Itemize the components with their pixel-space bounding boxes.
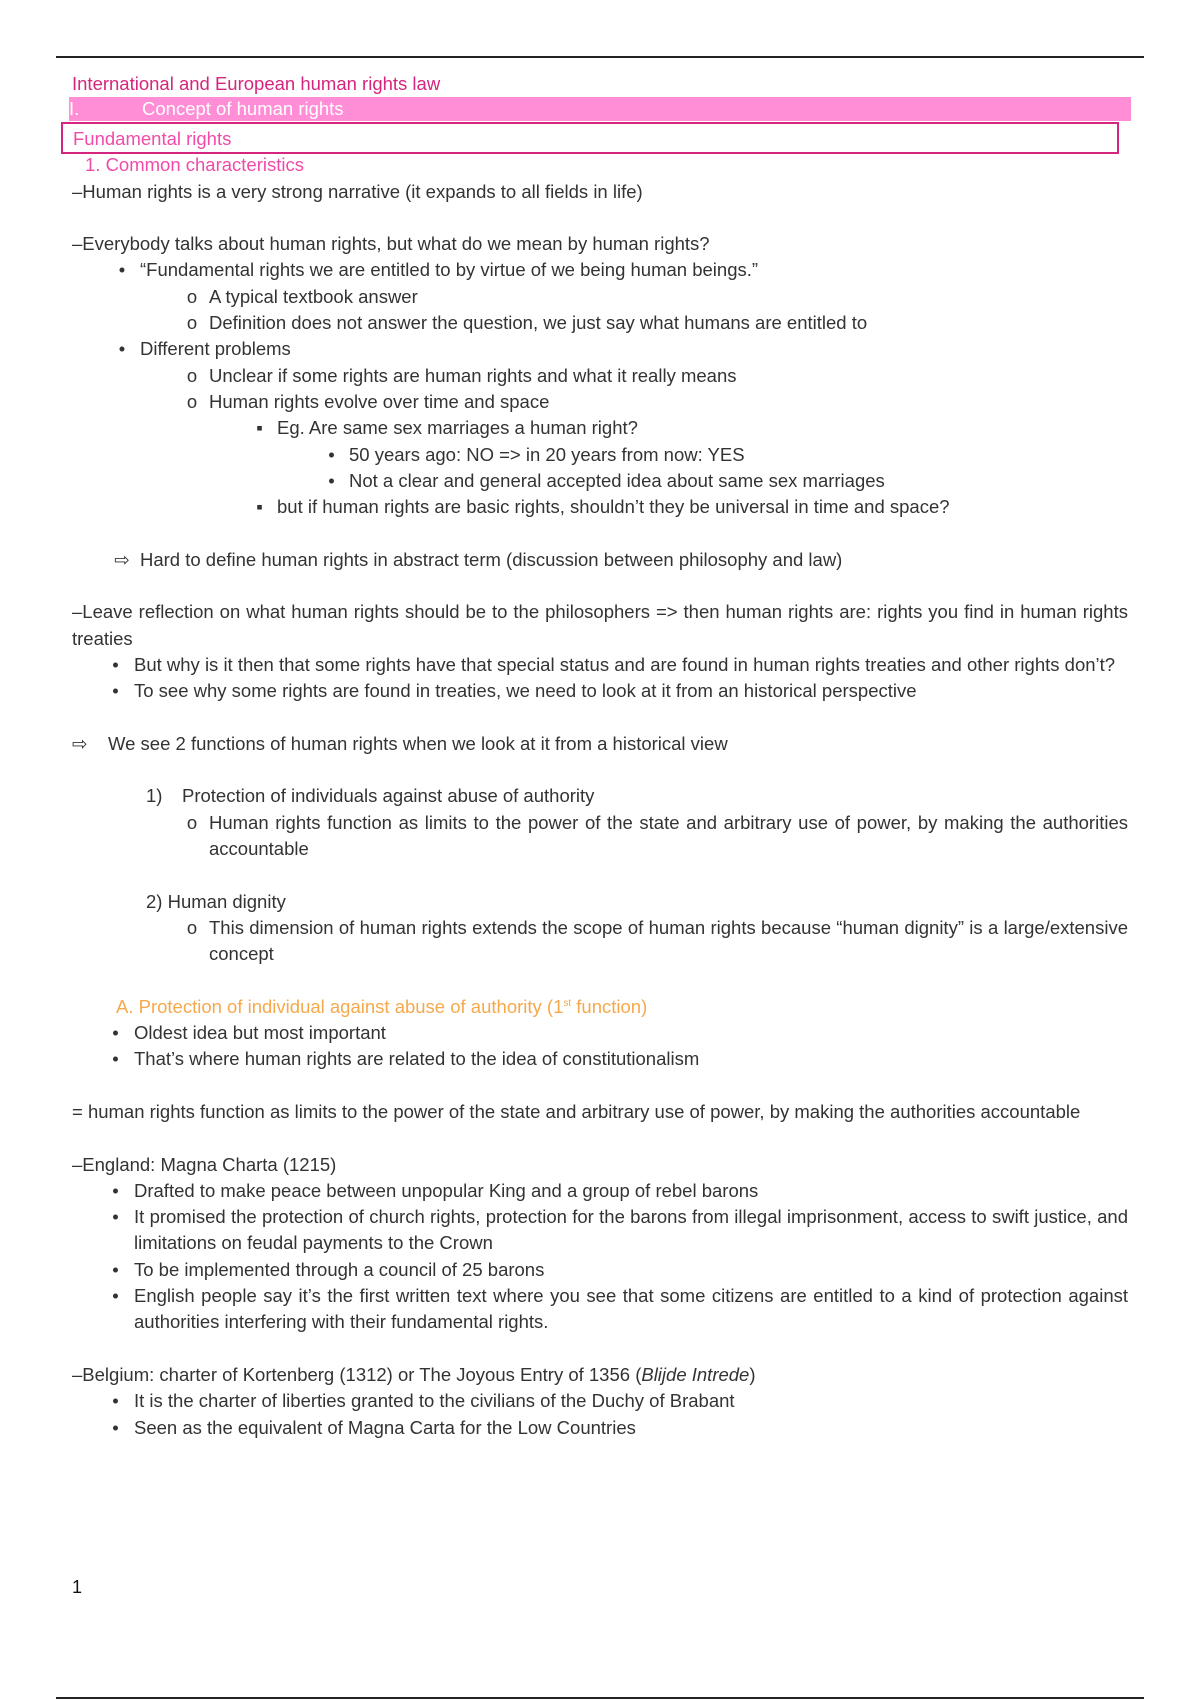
heading-a-superscript: st [563, 997, 572, 1009]
blank-line [72, 1125, 1128, 1151]
blank-line [72, 573, 1128, 599]
list-item-text: Unclear if some rights are human rights and what it really means [209, 364, 737, 386]
circle-marker: o [186, 390, 198, 412]
list-item-text: but if human rights are basic rights, shouldn’t they be universal in time and space? [277, 496, 950, 518]
heading-a-end: function) [571, 995, 648, 1017]
arrow-icon: ⇨ [114, 548, 130, 570]
list-item [72, 1178, 1128, 1204]
bullet-marker: • [112, 1258, 119, 1280]
list-item [72, 1257, 1128, 1283]
list-item-text: Human rights evolve over time and space [209, 390, 550, 412]
bullet-marker: • [118, 338, 126, 360]
list-item [72, 284, 1128, 310]
function-item [72, 783, 1128, 809]
paragraph: = human rights function as limits to the power of the state and arbitrary use of power, by making the authorities accountable [72, 1100, 1081, 1122]
bullet-marker: • [112, 1206, 119, 1228]
list-item-text: This dimension of human rights extends the scope of human rights because “human dignity” is a large/extensive concept [209, 916, 1128, 965]
list-item [72, 810, 1128, 863]
heading-a-text: A. Protection of individual against abuse of authority (1 [116, 995, 564, 1017]
bullet-marker: • [118, 259, 126, 281]
list-item [72, 494, 1128, 520]
list-item [72, 1415, 1128, 1441]
italic-term: Blijde Intrede [641, 1363, 750, 1385]
list-item-text: But why is it then that some rights have that special status and are found in human rights treaties and other rights don’t? [134, 653, 1116, 675]
arrow-item-text: Hard to define human rights in abstract term (discussion between philosophy and law) [140, 548, 843, 570]
list-item-text: It is the charter of liberties granted to the civilians of the Duchy of Brabant [134, 1390, 735, 1412]
list-item-text: Drafted to make peace between unpopular King and a group of rebel barons [134, 1179, 759, 1201]
circle-marker: o [186, 811, 198, 833]
top-rule [56, 56, 1144, 58]
list-item [72, 389, 1128, 415]
blank-line [72, 705, 1128, 731]
blank-line [72, 1073, 1128, 1099]
list-item-text: Oldest idea but most important [134, 1022, 386, 1044]
list-item [72, 915, 1128, 968]
heading-a [72, 994, 1128, 1020]
circle-marker: o [186, 916, 198, 938]
section-band [69, 97, 1131, 121]
blank-line [72, 1336, 1128, 1362]
blank-line [72, 862, 1128, 888]
list-item-text: That’s where human rights are related to the idea of constitutionalism [134, 1048, 700, 1070]
paragraph: –England: Magna Charta (1215) [72, 1153, 337, 1175]
list-item [72, 336, 1128, 362]
list-item-text: 50 years ago: NO => in 20 years from now: YES [349, 443, 745, 465]
bottom-rule [56, 1697, 1144, 1699]
list-item [72, 363, 1128, 389]
arrow-item-text: We see 2 functions of human rights when we look at it from a historical view [108, 732, 728, 754]
document-title: International and European human rights law [72, 73, 441, 94]
list-item [72, 310, 1128, 336]
paragraph [72, 1362, 1128, 1388]
section-title: Concept of human rights [142, 98, 344, 120]
list-item-text: Eg. Are same sex marriages a human right? [277, 417, 638, 439]
blank-line [72, 520, 1128, 546]
bullet-marker: • [112, 1416, 119, 1438]
bullet-marker: • [112, 1179, 119, 1201]
arrow-item [72, 731, 1128, 757]
function-number: 1) [146, 785, 163, 807]
bullet-marker: • [112, 1048, 119, 1070]
bullet-marker: • [112, 1022, 119, 1044]
list-item [72, 1283, 1128, 1336]
list-item-text: “Fundamental rights we are entitled to by virtue of we being human beings.” [140, 259, 759, 281]
circle-marker: o [186, 312, 198, 334]
list-item-text: It promised the protection of church rights, protection for the barons from illegal imprisonment, access to swift justice, and limitations on feudal payments to the Crown [134, 1206, 1128, 1254]
paragraph: –Leave reflection on what human rights should be to the philosophers => then human rights are: rights you find in human rights treaties [72, 601, 1128, 649]
function-title: 2) Human dignity [146, 890, 286, 912]
list-item-text: Different problems [140, 338, 291, 360]
blank-line [72, 205, 1128, 231]
paragraph: –Everybody talks about human rights, but what do we mean by human rights? [72, 233, 710, 255]
circle-marker: o [186, 364, 198, 386]
function-title: Protection of individuals against abuse of authority [182, 785, 595, 807]
list-item [72, 415, 1128, 441]
list-item [72, 678, 1128, 704]
page-number: 1 [72, 1577, 83, 1597]
bullet-marker: • [112, 1285, 119, 1307]
bullet-marker: • [112, 653, 119, 675]
bullet-marker: • [328, 443, 335, 465]
list-item [72, 1388, 1128, 1414]
bullet-marker: • [328, 469, 335, 491]
list-item-text: Not a clear and general accepted idea about same sex marriages [349, 469, 885, 491]
list-item [72, 1020, 1128, 1046]
paragraph-text: –Belgium: charter of Kortenberg (1312) or The Joyous Entry of 1356 ( [72, 1363, 642, 1385]
paragraph-text-end: ) [749, 1363, 756, 1385]
list-item [72, 257, 1128, 283]
list-item-text: Definition does not answer the question, we just say what humans are entitled to [209, 312, 868, 334]
arrow-item [72, 547, 1128, 573]
arrow-icon: ⇨ [72, 732, 88, 754]
blank-line [72, 968, 1128, 994]
list-item-text: A typical textbook answer [209, 285, 418, 307]
list-item [72, 468, 1128, 494]
square-marker: ▪ [256, 496, 263, 518]
bullet-marker: • [112, 680, 119, 702]
list-item-text: To be implemented through a council of 25 barons [134, 1258, 545, 1280]
sub-heading: 1. Common characteristics [85, 154, 304, 176]
list-item-text: To see why some rights are found in treaties, we need to look at it from an historical perspective [134, 680, 917, 702]
section-number: I. [69, 98, 80, 120]
paragraph: –Human rights is a very strong narrative (it expands to all fields in life) [72, 180, 643, 202]
square-marker: ▪ [256, 417, 263, 439]
boxed-heading: Fundamental rights [61, 122, 1119, 154]
list-item-text: Human rights function as limits to the power of the state and arbitrary use of power, by making the authorities accountable [209, 811, 1128, 860]
bullet-marker: • [112, 1390, 119, 1412]
list-item [72, 1046, 1128, 1072]
circle-marker: o [186, 285, 198, 307]
page-content [69, 71, 1128, 1441]
list-item [72, 652, 1128, 678]
blank-line [72, 757, 1128, 783]
list-item-text: Seen as the equivalent of Magna Carta for the Low Countries [134, 1416, 636, 1438]
list-item [72, 442, 1128, 468]
list-item-text: English people say it’s the first written text where you see that some citizens are entitled to a kind of protection against authorities interfering with their fundamental rights. [134, 1285, 1128, 1333]
list-item [72, 1204, 1128, 1257]
